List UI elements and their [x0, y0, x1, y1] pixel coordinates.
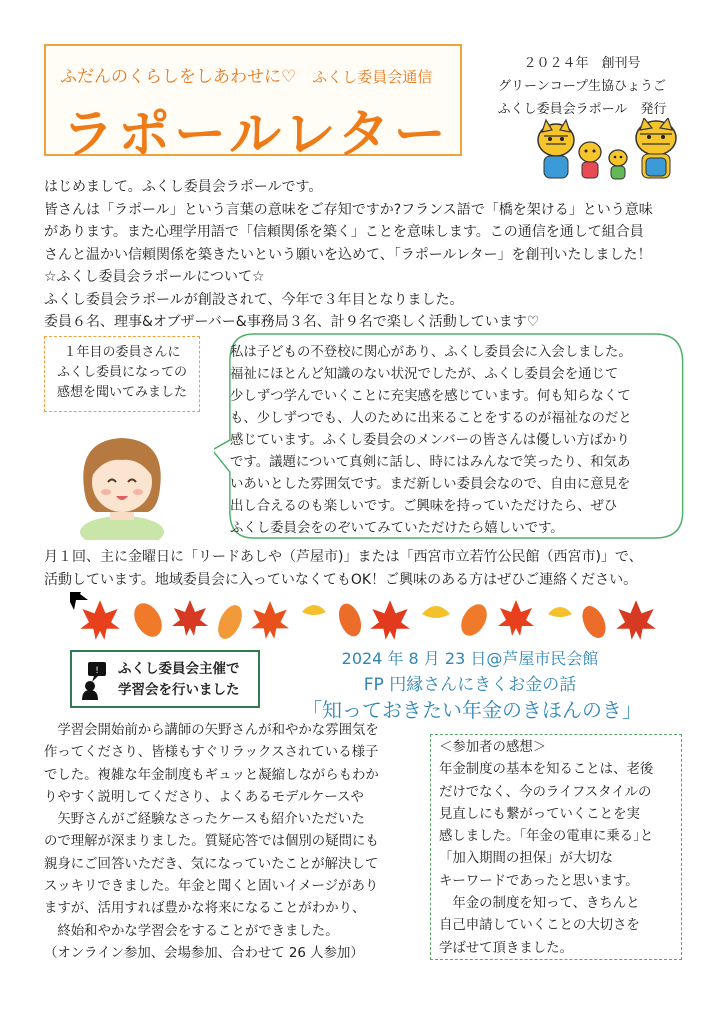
impressions-heading: ＜参加者の感想＞	[439, 740, 547, 755]
event-speaker: FP 円縁さんにきくお金の話	[363, 675, 577, 695]
impressions-text	[439, 737, 679, 960]
newsletter-title: ラポールレター	[62, 105, 450, 165]
report-line: スッキリできました。年金と聞くと固いイメージがあり	[44, 879, 379, 895]
interview-answer	[230, 342, 670, 540]
impression-line: 「加入期間の担保」が大切な	[439, 851, 614, 867]
answer-line: いあいとした雰囲気です。まだ新しい委員会なので、自由に意見を	[230, 477, 631, 492]
report-line: 学習会開始前から講師の矢野さんが和やかな雰囲気を	[44, 723, 379, 738]
svg-text:!: !	[95, 666, 99, 676]
prompt-line: １年目の委員さんに	[63, 345, 181, 360]
participant-impressions-box	[430, 734, 682, 960]
interview-prompt-box	[44, 336, 200, 412]
issue-line: ２０２４年 創刊号	[523, 56, 641, 71]
impression-line: 年金制度の基本を知ることは、老後	[439, 762, 654, 778]
report-line: 終始和やかな学習会をすることができました。	[44, 923, 339, 939]
report-line: 矢野さんがご経験なさったケースも紹介いただいた	[44, 812, 365, 828]
intro-line: 委員６名、理事&オブザーバー&事務局３名、計９名で楽しく活動しています♡	[44, 314, 540, 330]
seminar-label: ふくし委員会主催で 学習会を行いました	[118, 661, 240, 698]
mascots-icon	[534, 118, 684, 184]
impression-line: 感しました。｢年金の電車に乗る｣と	[439, 829, 654, 845]
report-line: でした。複雑な年金制度もギュッと凝縮しながらもわか	[44, 767, 379, 783]
report-line: 親身にご回答いただき、気になっていたことが解決して	[44, 856, 379, 872]
intro-line: はじめまして。ふくし委員会ラポールです。	[44, 179, 323, 195]
seminar-label-box	[70, 650, 260, 708]
intro-line: ☆ふくし委員会ラポールについて☆	[44, 269, 265, 285]
tagline: ふだんのくらしをしあわせに♡ ふくし委員会通信	[60, 67, 433, 87]
impression-line: 学ばせて頂きました。	[439, 940, 573, 956]
meeting-line: 活動しています。地域委員会に入っていなくてもOK！ご興味のある方はぜひご連絡ください。	[44, 571, 638, 588]
answer-line: 私は子どもの不登校に関心があり、ふくし委員会に入会しました。	[230, 345, 632, 360]
autumn-leaves-icon	[70, 592, 670, 648]
report-line: （オンライン参加、会場参加、合わせて 26 人参加）	[44, 945, 364, 961]
prompt-line: ふくし委員になっての	[56, 365, 187, 380]
meeting-line: 月１回、主に金曜日に「リードあしや（芦屋市)」または「西宮市立若竹公民館（西宮市)」で、	[44, 549, 643, 565]
answer-line: 出し合えるのも楽しいです。ご興味を持っていただけたら、ぜひ	[230, 499, 618, 514]
publisher-line: グリーンコープ生協ひょうご	[497, 79, 667, 94]
intro-text	[44, 176, 684, 334]
intro-line: 皆さんは「ラポール」という言葉の意味をご存知ですか?フランス語で「橋を架ける」という意味	[44, 201, 653, 218]
report-line: 作ってくださり、皆様もすぐリラックスされている様子	[44, 745, 379, 761]
report-line: ので理解が深まりました。質疑応答では個別の疑問にも	[44, 834, 379, 850]
answer-line: 感じています。ふくし委員会のメンバーの皆さんは優しい方ばかり	[230, 433, 630, 448]
intro-line: があります。また心理学用語で「信頼関係を築く」ことを意味します。この通信を通して組合員	[44, 224, 644, 240]
answer-line: も、少しずつでも、人のために出来ることをするのが福祉なのだと	[230, 411, 632, 426]
answer-line: 福祉にほとんど知識のない状況でしたが、ふくし委員会を通じて	[230, 367, 619, 382]
seminar-report	[44, 720, 424, 965]
prompt-line: 感想を聞いてみました	[56, 385, 187, 400]
meeting-info	[44, 546, 694, 591]
masthead-box	[44, 44, 462, 165]
answer-line: ふくし委員会をのぞいてみていただけたら嬉しいです。	[230, 521, 564, 536]
committee-line: ふくし委員会ラポール 発行	[497, 102, 667, 117]
impression-line: 自己申請していくことの大切さを	[439, 918, 640, 934]
event-title: 「知っておきたい年金のきほんのき」	[302, 698, 642, 722]
event-date-place: 2024 年 8 月 23 日@芦屋市民会館	[341, 649, 599, 668]
impression-line: キーワードであったと思います。	[439, 873, 639, 889]
report-line: りやすく説明してくださり、よくあるモデルケースや	[44, 789, 364, 805]
impression-line: 年金の制度を知って、きちんと	[439, 896, 640, 912]
girl-avatar-icon	[70, 428, 174, 540]
impression-line: 見直しにも繋がっていくことを実	[439, 806, 640, 822]
intro-line: ふくし委員会ラポールが創設されて、今年で３年目となりました。	[44, 291, 464, 308]
issue-info	[492, 52, 672, 121]
answer-line: 少しずつ学んでいくことに充実感を感じています。何も知らなくて	[230, 389, 631, 404]
answer-line: です。議題について真剣に話し、時にはみんなで笑ったり、和気あ	[230, 455, 631, 470]
report-line: ますが、活用すれば豊かな将来になることがわかり、	[44, 901, 366, 917]
intro-line: さんと温かい信頼関係を築きたいという願いを込めて、「ラポールレター」を創刊いたしました！	[44, 246, 652, 263]
impression-line: だけでなく、今のライフスタイルの	[439, 784, 652, 800]
speaker-icon	[80, 660, 114, 700]
